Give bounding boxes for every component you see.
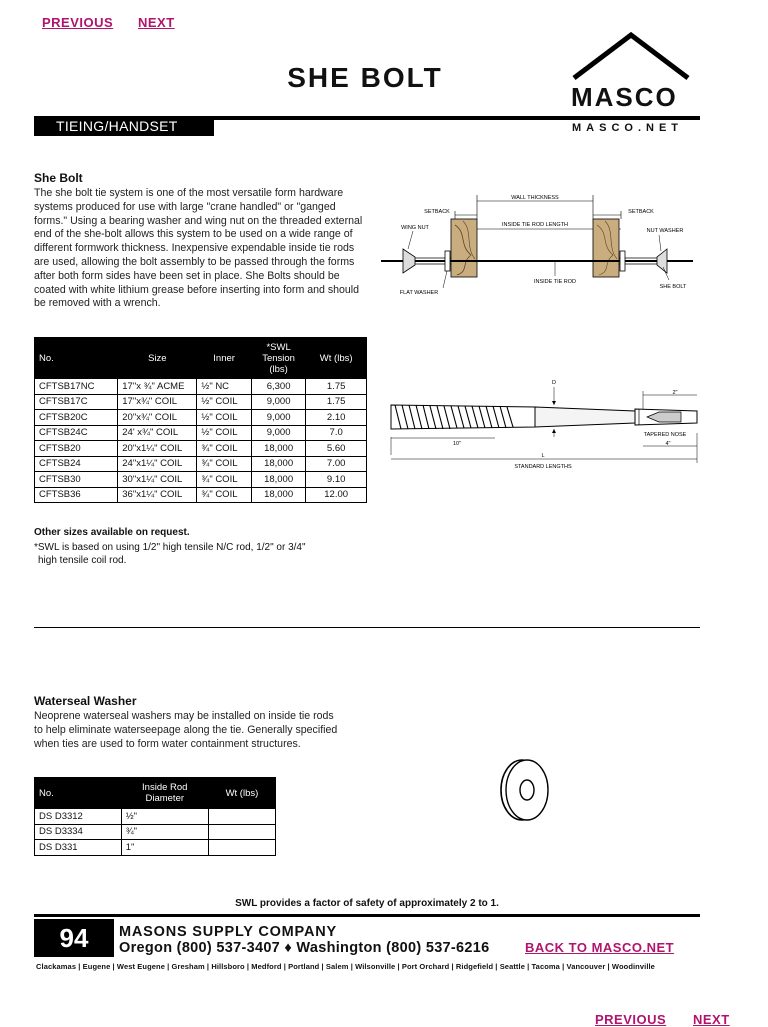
- cell-no: CFTSB20C: [35, 410, 118, 426]
- cell-no: CFTSB24: [35, 456, 118, 472]
- col-header-no: No.: [35, 778, 122, 809]
- label-setback-right: SETBACK: [628, 209, 654, 215]
- label-tapered-nose: TAPERED NOSE: [643, 432, 687, 438]
- cell-inner: ¾" COIL: [197, 456, 251, 472]
- cell-no: DS D3334: [35, 824, 122, 840]
- she-bolt-heading: She Bolt: [34, 171, 83, 185]
- label-wall-thickness: WALL THICKNESS: [511, 195, 559, 201]
- col-header-inner: Inner: [197, 338, 251, 379]
- cell-inner: ¾" COIL: [197, 472, 251, 488]
- cell-swl: 18,000: [251, 441, 305, 457]
- next-link[interactable]: NEXT: [138, 15, 175, 30]
- cell-swl: 6,300: [251, 379, 305, 395]
- cell-size: 17"x ¾" ACME: [118, 379, 197, 395]
- cell-swl: 9,000: [251, 394, 305, 410]
- swl-footnote-line2: high tensile coil rod.: [38, 555, 127, 566]
- cell-size: 17"x¾" COIL: [118, 394, 197, 410]
- cell-no: CFTSB17C: [35, 394, 118, 410]
- col-header-wt: Wt (lbs): [208, 778, 275, 809]
- label-d: D: [552, 380, 556, 386]
- label-wing-nut: WING NUT: [401, 225, 429, 231]
- waterseal-heading: Waterseal Washer: [34, 694, 137, 708]
- swl-statement: SWL provides a factor of safety of approximately 2 to 1.: [235, 898, 499, 909]
- label-l: L: [541, 453, 545, 459]
- cell-inner: ¾" COIL: [197, 487, 251, 503]
- label-standard-lengths: STANDARD LENGTHS: [514, 464, 572, 470]
- section-divider: [34, 627, 700, 628]
- cell-size: 24' x¾" COIL: [118, 425, 197, 441]
- label-inside-tie-rod: INSIDE TIE ROD: [533, 279, 577, 285]
- cell-inner: ½" COIL: [197, 394, 251, 410]
- cell-no: CFTSB17NC: [35, 379, 118, 395]
- table-row: [35, 824, 276, 840]
- col-header-no: No.: [35, 338, 118, 379]
- she-bolt-table: [34, 337, 367, 503]
- she-bolt-detail-diagram: [385, 375, 705, 475]
- table-row: [35, 472, 367, 488]
- cell-wt: 5.60: [306, 441, 367, 457]
- cell-wt: [208, 809, 275, 825]
- table-row: [35, 394, 367, 410]
- logo-text: MASCO: [571, 82, 678, 112]
- label-two-inch: 2": [672, 390, 678, 396]
- cell-inner: ½" COIL: [197, 425, 251, 441]
- cell-wt: [208, 840, 275, 856]
- table-row: [35, 379, 367, 395]
- other-sizes-note: Other sizes available on request.: [34, 527, 190, 538]
- location-list: Clackamas | Eugene | West Eugene | Gresham | Hillsboro | Medford | Portland | Salem | Wilsonville | Port Orchard | Ridgefield | Seattle | Tacoma | Vancouver | Woodinville: [36, 962, 655, 971]
- label-setback-left: SETBACK: [424, 209, 450, 215]
- cell-swl: 18,000: [251, 487, 305, 503]
- next-link-bottom[interactable]: NEXT: [693, 1012, 730, 1027]
- cell-wt: [208, 824, 275, 840]
- she-bolt-section: [34, 171, 364, 311]
- waterseal-washer-icon: [494, 757, 554, 823]
- cell-wt: 1.75: [306, 379, 367, 395]
- waterseal-section: [34, 694, 344, 751]
- label-she-bolt: SHE BOLT: [659, 284, 687, 290]
- label-four-inch: 4": [665, 441, 671, 447]
- cell-swl: 18,000: [251, 456, 305, 472]
- cell-inner: ¾" COIL: [197, 441, 251, 457]
- cell-size: 30"x1¼" COIL: [118, 472, 197, 488]
- page-title: SHE BOLT: [287, 62, 443, 93]
- waterseal-table: [34, 777, 276, 856]
- page-number: 94: [34, 919, 114, 957]
- cell-diameter: ½": [121, 809, 208, 825]
- cell-no: CFTSB24C: [35, 425, 118, 441]
- table-row: [35, 840, 276, 856]
- section-bar: TIEING/HANDSET: [34, 116, 214, 136]
- table-row: [35, 410, 367, 426]
- cell-wt: 7.0: [306, 425, 367, 441]
- logo-url: MASCO.NET: [572, 122, 683, 134]
- label-flat-washer: FLAT WASHER: [399, 290, 439, 296]
- label-nut-washer: NUT WASHER: [646, 228, 684, 234]
- cell-no: CFTSB36: [35, 487, 118, 503]
- cell-no: DS D3312: [35, 809, 122, 825]
- table-row: [35, 487, 367, 503]
- cell-size: 20"x¾" COIL: [118, 410, 197, 426]
- cell-swl: 9,000: [251, 410, 305, 426]
- cell-wt: 1.75: [306, 394, 367, 410]
- cell-inner: ½" COIL: [197, 410, 251, 426]
- cell-wt: 12.00: [306, 487, 367, 503]
- waterseal-description: Neoprene waterseal washers may be installed on inside tie rods to help eliminate waterseepage along the tie. Generally specified when ties are used to form water containment structures.: [34, 710, 338, 750]
- cell-no: CFTSB30: [35, 472, 118, 488]
- cell-inner: ½" NC: [197, 379, 251, 395]
- footer-rule: [34, 914, 700, 917]
- col-header-wt: Wt (lbs): [306, 338, 367, 379]
- cell-swl: 18,000: [251, 472, 305, 488]
- cell-diameter: 1": [121, 840, 208, 856]
- col-header-size: Size: [118, 338, 197, 379]
- table-row: [35, 456, 367, 472]
- col-header-inside-rod-diameter: Inside Rod Diameter: [121, 778, 208, 809]
- cell-swl: 9,000: [251, 425, 305, 441]
- previous-link-bottom[interactable]: PREVIOUS: [595, 1012, 667, 1027]
- cell-wt: 2.10: [306, 410, 367, 426]
- label-inside-tie-rod-length: INSIDE TIE ROD LENGTH: [502, 222, 568, 228]
- cell-size: 20"x1¼" COIL: [118, 441, 197, 457]
- company-name: MASONS SUPPLY COMPANY: [119, 924, 337, 940]
- label-ten-inch: 10": [452, 441, 462, 447]
- cell-wt: 7.00: [306, 456, 367, 472]
- table-row: [35, 809, 276, 825]
- she-bolt-assembly-diagram: [375, 185, 700, 300]
- previous-link[interactable]: PREVIOUS: [42, 15, 114, 30]
- cell-wt: 9.10: [306, 472, 367, 488]
- phone-numbers: Oregon (800) 537-3407 ♦ Washington (800) 537-6216: [119, 940, 490, 956]
- cell-diameter: ¾": [121, 824, 208, 840]
- table-row: [35, 425, 367, 441]
- cell-size: 24"x1¼" COIL: [118, 456, 197, 472]
- she-bolt-description: The she bolt tie system is one of the most versatile form hardware systems produced for use with large "crane handled" or "ganged forms." Using a bearing washer and wing nut on the threaded external end of the she-bolt allows this system to be used on a wide range of different formwork thickness. Inexpensive expendable inside tie rods are used, allowing the bolt assembly to be passed through the forms after both form sides have been set in place. She Bolts should be coated with white lithium grease before inserting into form and should be removed with a wrench.: [34, 187, 363, 310]
- cell-size: 36"x1¼" COIL: [118, 487, 197, 503]
- swl-footnote-line1: *SWL is based on using 1/2" high tensile N/C rod, 1/2" or 3/4": [34, 542, 306, 553]
- masco-roof-logo-icon: [570, 30, 692, 84]
- back-to-masco-link[interactable]: BACK TO MASCO.NET: [525, 940, 675, 955]
- table-row: [35, 441, 367, 457]
- cell-no: DS D331: [35, 840, 122, 856]
- cell-no: CFTSB20: [35, 441, 118, 457]
- col-header-swl: *SWL Tension (lbs): [251, 338, 305, 379]
